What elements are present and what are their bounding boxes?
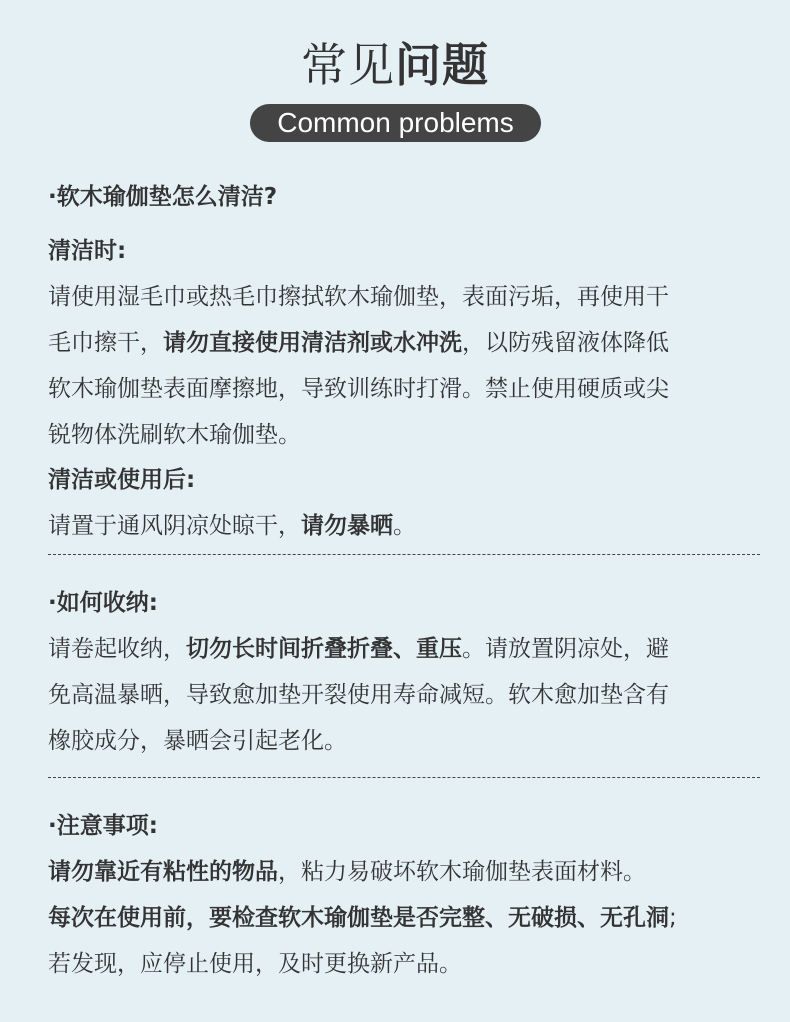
- emphasis-text: 每次在使用前，要检查软木瑜伽垫是否完整、无破损、无孔洞: [48, 905, 669, 931]
- label-when-cleaning: 清洁时:: [48, 238, 127, 264]
- paragraph-line: [48, 328, 669, 358]
- title-bold: 问题: [395, 38, 489, 92]
- text-run: ;: [669, 905, 677, 931]
- dashed-divider: [48, 777, 760, 778]
- section-heading-notes: ·注意事项:: [48, 813, 158, 839]
- paragraph-line: 免高温暴晒，导致愈加垫开裂使用寿命减短。软木愈加垫含有: [48, 682, 669, 708]
- emphasis-text: 请勿暴晒: [301, 513, 393, 539]
- page-title: [0, 34, 790, 96]
- emphasis-text: 请勿直接使用清洁剂或水冲洗: [163, 330, 462, 356]
- text-run: 。请放置阴凉处，避: [462, 636, 669, 662]
- emphasis-text: 切勿长时间折叠折叠、重压: [186, 636, 462, 662]
- text-run: ，以防残留液体降低: [462, 330, 669, 356]
- text-run: 毛巾擦干，: [48, 330, 163, 356]
- paragraph-line: 请使用湿毛巾或热毛巾擦拭软木瑜伽垫，表面污垢，再使用干: [48, 284, 669, 310]
- dashed-divider: [48, 554, 760, 555]
- section-heading-storage: ·如何收纳:: [48, 590, 158, 616]
- paragraph-line: [48, 634, 669, 664]
- text-run: 。: [393, 513, 416, 539]
- label-after-use: 清洁或使用后:: [48, 467, 196, 493]
- text-run: 请置于通风阴凉处晾干，: [48, 513, 301, 539]
- paragraph-line: [48, 857, 646, 887]
- text-run: 请卷起收纳，: [48, 636, 186, 662]
- paragraph-line: [48, 903, 677, 933]
- emphasis-text: 请勿靠近有粘性的物品: [48, 859, 278, 885]
- subtitle-badge: Common problems: [250, 104, 541, 142]
- section-heading-cleaning: ·软木瑜伽垫怎么清洁?: [48, 184, 278, 210]
- paragraph-line: 若发现，应停止使用，及时更换新产品。: [48, 951, 462, 977]
- paragraph-line: 橡胶成分，暴晒会引起老化。: [48, 728, 347, 754]
- paragraph-line: 锐物体洗刷软木瑜伽垫。: [48, 422, 301, 448]
- paragraph-line: [48, 511, 416, 541]
- title-light: 常见: [301, 38, 395, 92]
- paragraph-line: 软木瑜伽垫表面摩擦地，导致训练时打滑。禁止使用硬质或尖: [48, 376, 669, 402]
- text-run: ，粘力易破坏软木瑜伽垫表面材料。: [278, 859, 646, 885]
